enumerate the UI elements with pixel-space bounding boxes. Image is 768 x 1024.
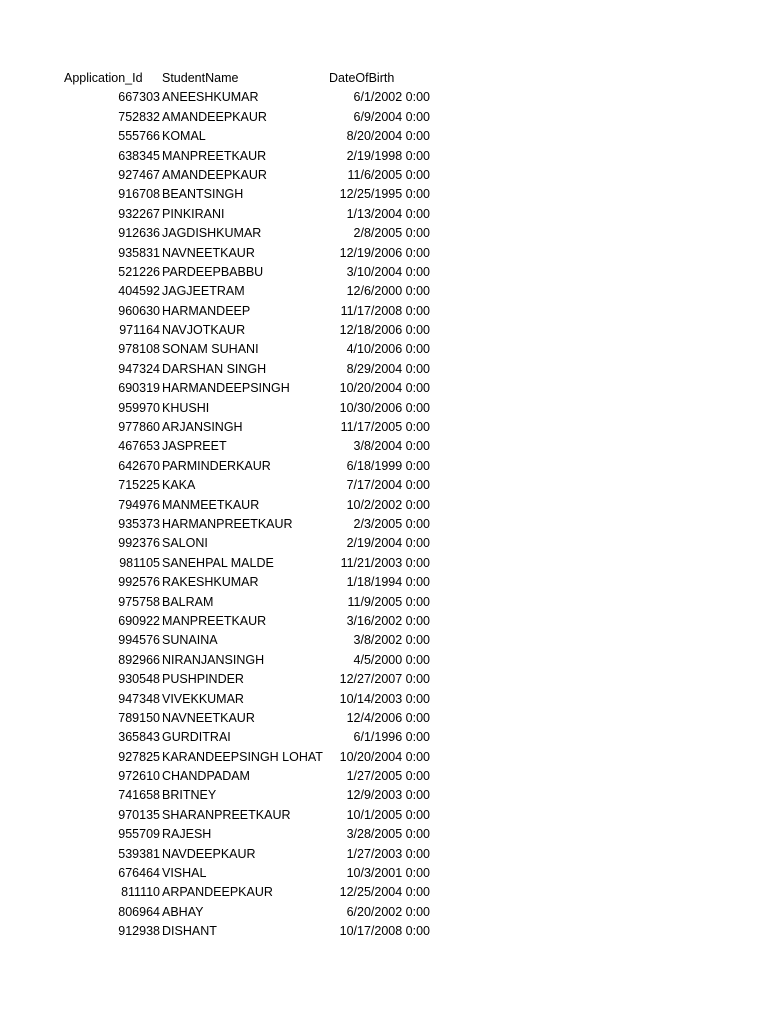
date-of-birth-cell: 2/3/2005 0:00 — [353, 516, 430, 531]
application-id-cell: 992376 — [118, 536, 160, 551]
student-name-cell: PUSHPINDER — [162, 672, 244, 687]
date-of-birth-cell: 10/20/2004 0:00 — [339, 381, 430, 396]
student-name-cell: GURDITRAI — [162, 730, 231, 745]
date-of-birth-cell: 6/18/1999 0:00 — [346, 458, 430, 473]
student-name-cell: MANMEETKAUR — [162, 497, 260, 512]
application-id-cell: 971164 — [119, 323, 160, 338]
application-id-cell: 981105 — [119, 555, 160, 570]
student-name-cell: KARANDEEPSINGH LOHAT — [162, 749, 323, 764]
header-date-of-birth: DateOfBirth — [329, 71, 395, 85]
student-name-cell: RAJESH — [162, 827, 212, 842]
application-id-cell: 642670 — [118, 458, 160, 473]
application-id-cell: 935373 — [118, 516, 160, 531]
header-row — [0, 69, 768, 88]
table-row — [0, 515, 768, 534]
student-name-cell: KHUSHI — [162, 400, 210, 415]
table-row — [0, 534, 768, 553]
table-row — [0, 88, 768, 107]
student-name-cell: NAVDEEPKAUR — [162, 846, 256, 861]
student-name-cell: KAKA — [162, 478, 196, 493]
application-id-cell: 555766 — [118, 129, 160, 144]
student-name-cell: SALONI — [162, 536, 208, 551]
table-row — [0, 108, 768, 127]
date-of-birth-cell: 4/5/2000 0:00 — [353, 652, 430, 667]
student-name-cell: SUNAINA — [162, 633, 218, 648]
table-row — [0, 437, 768, 456]
student-name-cell: NAVNEETKAUR — [162, 710, 255, 725]
table-row — [0, 360, 768, 379]
date-of-birth-cell: 12/18/2006 0:00 — [339, 323, 430, 338]
date-of-birth-cell: 3/28/2005 0:00 — [346, 827, 430, 842]
student-name-cell: JAGJEETRAM — [162, 284, 245, 299]
date-of-birth-cell: 1/27/2005 0:00 — [346, 769, 430, 784]
application-id-cell: 539381 — [118, 846, 160, 861]
student-name-cell: MANPREETKAUR — [162, 613, 267, 628]
student-name-cell: DISHANT — [162, 924, 217, 939]
application-id-cell: 892966 — [118, 652, 160, 667]
date-of-birth-cell: 11/17/2005 0:00 — [340, 420, 430, 435]
table-row — [0, 845, 768, 864]
student-name-cell: NIRANJANSINGH — [162, 652, 265, 667]
student-name-cell: HARMANPREETKAUR — [162, 516, 293, 531]
table-row — [0, 321, 768, 340]
student-name-cell: CHANDPADAM — [162, 769, 250, 784]
table-row — [0, 670, 768, 689]
student-name-cell: SONAM SUHANI — [162, 342, 259, 357]
student-name-cell: NAVNEETKAUR — [162, 245, 255, 260]
application-id-cell: 794976 — [118, 497, 160, 512]
date-of-birth-cell: 2/8/2005 0:00 — [353, 226, 430, 241]
table-body — [0, 88, 768, 941]
table-row — [0, 205, 768, 224]
date-of-birth-cell: 3/8/2002 0:00 — [353, 633, 430, 648]
application-id-cell: 806964 — [118, 904, 160, 919]
date-of-birth-cell: 6/20/2002 0:00 — [346, 904, 430, 919]
date-of-birth-cell: 12/9/2003 0:00 — [346, 788, 430, 803]
application-id-cell: 947348 — [118, 691, 160, 706]
table-row — [0, 728, 768, 747]
student-name-cell: PARMINDERKAUR — [162, 458, 271, 473]
student-name-cell: HARMANDEEP — [162, 303, 251, 318]
application-id-cell: 992576 — [118, 575, 160, 590]
application-id-cell: 960630 — [118, 303, 160, 318]
date-of-birth-cell: 10/1/2005 0:00 — [346, 807, 430, 822]
table-row — [0, 166, 768, 185]
application-id-cell: 947324 — [118, 361, 160, 376]
date-of-birth-cell: 12/4/2006 0:00 — [346, 710, 430, 725]
student-name-cell: PINKIRANI — [162, 206, 225, 221]
table-row — [0, 883, 768, 902]
application-id-cell: 811110 — [121, 885, 160, 900]
application-id-cell: 789150 — [118, 710, 160, 725]
table-row — [0, 631, 768, 650]
student-name-cell: JAGDISHKUMAR — [162, 226, 262, 241]
application-id-cell: 975758 — [118, 594, 160, 609]
table-row — [0, 651, 768, 670]
student-name-cell: DARSHAN SINGH — [162, 361, 267, 376]
date-of-birth-cell: 1/27/2003 0:00 — [346, 846, 430, 861]
application-id-cell: 977860 — [118, 420, 160, 435]
header-student-name: StudentName — [162, 71, 239, 85]
application-id-cell: 521226 — [118, 264, 160, 279]
table-row — [0, 263, 768, 282]
student-name-cell: BEANTSINGH — [162, 187, 244, 202]
date-of-birth-cell: 10/17/2008 0:00 — [339, 924, 430, 939]
application-id-cell: 365843 — [118, 730, 160, 745]
application-id-cell: 978108 — [118, 342, 160, 357]
table-row — [0, 690, 768, 709]
table-row — [0, 418, 768, 437]
table-row — [0, 593, 768, 612]
application-id-cell: 467653 — [118, 439, 160, 454]
table-row — [0, 147, 768, 166]
table-row — [0, 709, 768, 728]
table-row — [0, 573, 768, 592]
date-of-birth-cell: 7/17/2004 0:00 — [346, 478, 430, 493]
date-of-birth-cell: 10/20/2004 0:00 — [339, 749, 430, 764]
header-application-id: Application_Id — [64, 71, 143, 85]
date-of-birth-cell: 2/19/1998 0:00 — [346, 148, 430, 163]
date-of-birth-cell: 1/13/2004 0:00 — [346, 206, 430, 221]
table-row — [0, 496, 768, 515]
student-name-cell: BRITNEY — [162, 788, 217, 803]
application-id-cell: 676464 — [118, 866, 160, 881]
application-id-cell: 972610 — [118, 769, 160, 784]
application-id-cell: 959970 — [118, 400, 160, 415]
student-name-cell: ABHAY — [162, 904, 204, 919]
date-of-birth-cell: 1/18/1994 0:00 — [346, 575, 430, 590]
student-name-cell: ARPANDEEPKAUR — [162, 885, 273, 900]
table-row — [0, 864, 768, 883]
table-row — [0, 806, 768, 825]
student-name-cell: VISHAL — [162, 866, 207, 881]
date-of-birth-cell: 10/14/2003 0:00 — [339, 691, 430, 706]
student-name-cell: RAKESHKUMAR — [162, 575, 259, 590]
student-name-cell: AMANDEEPKAUR — [162, 109, 267, 124]
table-row — [0, 399, 768, 418]
date-of-birth-cell: 11/6/2005 0:00 — [347, 167, 430, 182]
date-of-birth-cell: 6/9/2004 0:00 — [353, 109, 430, 124]
application-id-cell: 927825 — [118, 749, 160, 764]
student-name-cell: HARMANDEEPSINGH — [162, 381, 290, 396]
table-row — [0, 825, 768, 844]
student-name-cell: VIVEKKUMAR — [162, 691, 244, 706]
date-of-birth-cell: 12/25/2004 0:00 — [339, 885, 430, 900]
table-row — [0, 457, 768, 476]
table-row — [0, 903, 768, 922]
date-of-birth-cell: 8/29/2004 0:00 — [346, 361, 430, 376]
application-id-cell: 927467 — [118, 167, 160, 182]
application-id-cell: 935831 — [118, 245, 160, 260]
application-id-cell: 916708 — [118, 187, 160, 202]
application-id-cell: 404592 — [118, 284, 160, 299]
application-id-cell: 912636 — [118, 226, 160, 241]
student-name-cell: AMANDEEPKAUR — [162, 167, 267, 182]
student-name-cell: KOMAL — [162, 129, 206, 144]
application-id-cell: 667303 — [118, 90, 160, 105]
student-name-cell: JASPREET — [162, 439, 227, 454]
table-row — [0, 476, 768, 495]
date-of-birth-cell: 3/16/2002 0:00 — [346, 613, 430, 628]
application-id-cell: 955709 — [118, 827, 160, 842]
table-row — [0, 922, 768, 941]
application-id-cell: 690922 — [118, 613, 160, 628]
table-row — [0, 767, 768, 786]
student-name-cell: ARJANSINGH — [162, 420, 243, 435]
table-row — [0, 340, 768, 359]
student-name-cell: NAVJOTKAUR — [162, 323, 246, 338]
date-of-birth-cell: 12/27/2007 0:00 — [339, 672, 430, 687]
application-id-cell: 638345 — [118, 148, 160, 163]
application-id-cell: 930548 — [118, 672, 160, 687]
application-id-cell: 970135 — [118, 807, 160, 822]
application-id-cell: 690319 — [118, 381, 160, 396]
table-row — [0, 786, 768, 805]
application-id-cell: 932267 — [118, 206, 160, 221]
table-row — [0, 282, 768, 301]
date-of-birth-cell: 2/19/2004 0:00 — [346, 536, 430, 551]
date-of-birth-cell: 12/25/1995 0:00 — [339, 187, 430, 202]
table-row — [0, 302, 768, 321]
date-of-birth-cell: 12/6/2000 0:00 — [346, 284, 430, 299]
date-of-birth-cell: 10/30/2006 0:00 — [339, 400, 430, 415]
table-row — [0, 748, 768, 767]
date-of-birth-cell: 12/19/2006 0:00 — [339, 245, 430, 260]
date-of-birth-cell: 10/3/2001 0:00 — [346, 866, 430, 881]
student-name-cell: SHARANPREETKAUR — [162, 807, 291, 822]
date-of-birth-cell: 11/9/2005 0:00 — [347, 594, 430, 609]
date-of-birth-cell: 11/17/2008 0:00 — [340, 303, 430, 318]
table-row — [0, 185, 768, 204]
date-of-birth-cell: 10/2/2002 0:00 — [346, 497, 430, 512]
table-row — [0, 224, 768, 243]
date-of-birth-cell: 4/10/2006 0:00 — [346, 342, 430, 357]
date-of-birth-cell: 8/20/2004 0:00 — [346, 129, 430, 144]
date-of-birth-cell: 3/10/2004 0:00 — [346, 264, 430, 279]
table-row — [0, 379, 768, 398]
student-name-cell: BALRAM — [162, 594, 214, 609]
table-row — [0, 127, 768, 146]
application-id-cell: 912938 — [118, 924, 160, 939]
student-name-cell: MANPREETKAUR — [162, 148, 267, 163]
date-of-birth-cell: 3/8/2004 0:00 — [353, 439, 430, 454]
student-name-cell: ANEESHKUMAR — [162, 90, 259, 105]
student-name-cell: PARDEEPBABBU — [162, 264, 264, 279]
date-of-birth-cell: 6/1/1996 0:00 — [353, 730, 430, 745]
date-of-birth-cell: 6/1/2002 0:00 — [353, 90, 430, 105]
date-of-birth-cell: 11/21/2003 0:00 — [340, 555, 430, 570]
application-id-cell: 752832 — [118, 109, 160, 124]
student-name-cell: SANEHPAL MALDE — [162, 555, 274, 570]
student-table — [0, 69, 768, 942]
table-row — [0, 612, 768, 631]
application-id-cell: 715225 — [118, 478, 160, 493]
table-row — [0, 554, 768, 573]
application-id-cell: 741658 — [118, 788, 160, 803]
application-id-cell: 994576 — [118, 633, 160, 648]
table-row — [0, 244, 768, 263]
